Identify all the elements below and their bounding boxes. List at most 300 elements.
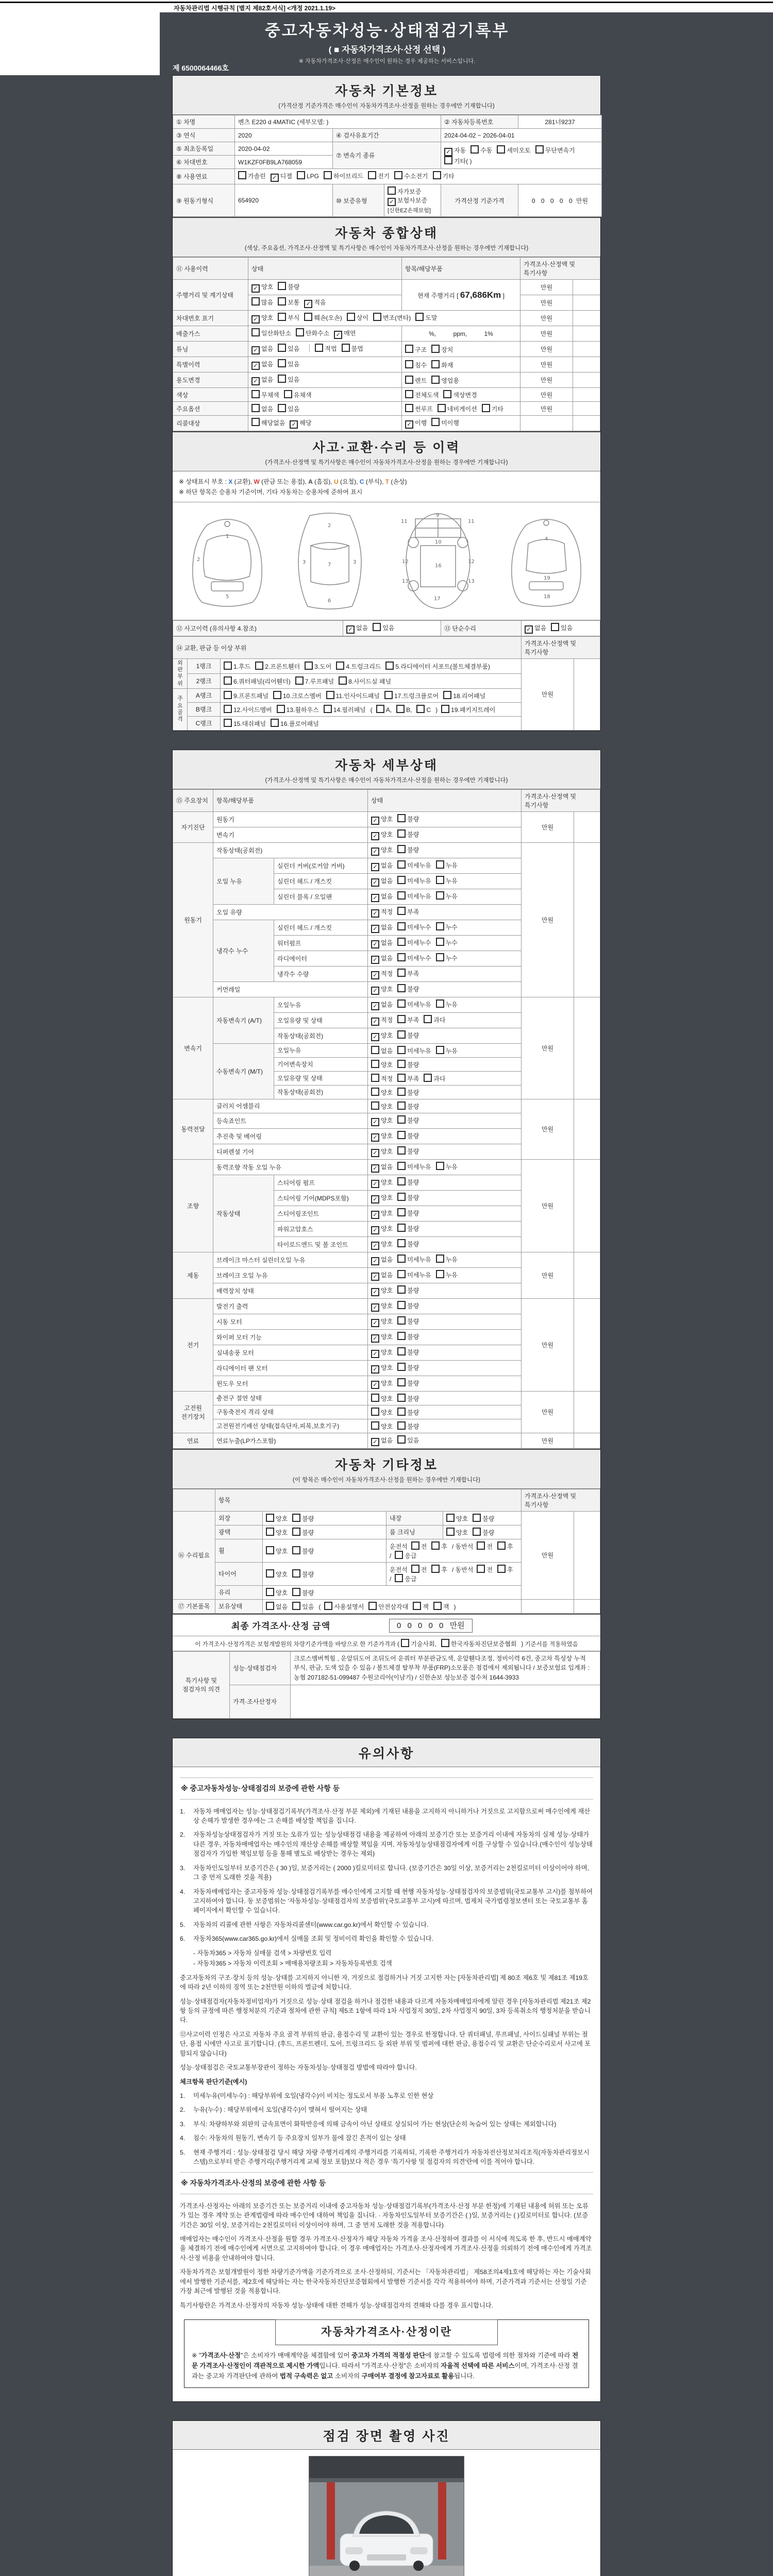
checkbox-item (339, 676, 391, 686)
checkbox-item (441, 1639, 517, 1648)
checkbox[interactable] (473, 1514, 481, 1522)
detail-row: 연료 연료누출(LP가스포함) ✓ 없음 있음 만원 (173, 1433, 600, 1448)
checkbox[interactable] (441, 1639, 449, 1647)
checkbox[interactable]: ✓ (371, 956, 379, 964)
checkbox[interactable] (397, 969, 406, 977)
checkbox[interactable]: ✓ (251, 315, 260, 324)
checkbox[interactable] (397, 1030, 406, 1039)
checkbox[interactable]: ✓ (371, 940, 379, 948)
checkbox[interactable] (436, 876, 444, 884)
checkbox[interactable] (273, 691, 281, 699)
checkbox[interactable]: ✓ (405, 420, 413, 429)
checkbox[interactable] (388, 187, 396, 195)
checkbox[interactable] (436, 860, 444, 869)
checkbox-item (371, 1046, 393, 1055)
checkbox[interactable] (305, 662, 313, 670)
checkbox[interactable]: ✓ (251, 377, 260, 385)
basic-info-title: 자동차 기본정보 (335, 84, 438, 98)
checkbox[interactable] (224, 662, 232, 670)
checkbox[interactable] (405, 376, 413, 384)
checkbox[interactable]: ✓ (525, 625, 533, 634)
checkbox[interactable] (397, 999, 406, 1008)
checkbox[interactable] (405, 390, 413, 398)
checkbox[interactable] (397, 984, 406, 992)
checkbox[interactable] (284, 390, 292, 398)
checkbox-item (371, 1074, 393, 1083)
checkbox[interactable] (535, 145, 544, 154)
checkbox[interactable] (397, 1285, 406, 1294)
detail-row: 윈도우 모터 ✓ 양호 불량 (173, 1376, 600, 1391)
checkbox[interactable]: ✓ (371, 1149, 379, 1157)
checkbox[interactable] (385, 662, 394, 670)
checkbox[interactable] (397, 876, 406, 884)
checkbox[interactable]: ✓ (371, 1195, 379, 1204)
checkbox[interactable] (424, 1074, 432, 1082)
checkbox-item (371, 1317, 393, 1327)
checkbox[interactable] (446, 1514, 455, 1522)
checkbox[interactable]: ✓ (371, 832, 379, 840)
checkbox[interactable] (397, 1088, 406, 1096)
checkbox[interactable] (397, 1378, 406, 1386)
checkbox[interactable] (397, 1046, 406, 1054)
checkbox-item (411, 1565, 427, 1574)
status-code-legend: ※ 상태표시 부호 : X (교환), W (판금 또는 용접), A (흠집), U (요철), C (부식), T (손상) (179, 478, 407, 485)
checkbox[interactable] (444, 156, 452, 164)
car-diagram-underbody (386, 510, 490, 613)
checkbox[interactable] (368, 171, 376, 179)
checkbox[interactable] (339, 676, 347, 685)
checkbox[interactable] (324, 1602, 332, 1610)
checkbox[interactable] (441, 705, 449, 713)
checkbox[interactable] (251, 297, 260, 306)
checkbox[interactable] (224, 691, 232, 699)
checkbox[interactable]: ✓ (251, 362, 260, 370)
checkbox-item (342, 344, 363, 353)
checkbox[interactable] (497, 145, 505, 154)
checkbox[interactable] (431, 1541, 440, 1550)
checkbox[interactable] (436, 922, 444, 930)
checkbox-item (373, 623, 394, 632)
checkbox[interactable] (397, 938, 406, 946)
checkbox[interactable] (397, 1408, 406, 1416)
checkbox[interactable] (251, 404, 260, 412)
checkbox[interactable] (251, 418, 260, 426)
checkbox[interactable] (371, 1408, 379, 1416)
checkbox[interactable] (224, 705, 232, 713)
checkbox[interactable] (255, 662, 263, 670)
checkbox-label: 전 (486, 1566, 493, 1573)
checkbox-label: 양호 (276, 1529, 288, 1536)
checkbox-label: 양호 (381, 1379, 393, 1387)
checkbox-item (371, 1408, 393, 1417)
checkbox[interactable] (397, 1421, 406, 1430)
checkbox[interactable] (292, 1569, 300, 1578)
checkbox[interactable]: ✓ (371, 1257, 379, 1265)
checkbox[interactable]: ✓ (371, 1438, 379, 1446)
detail-row: 배력장치 상태 ✓ 양호 불량 (173, 1283, 600, 1298)
checkbox[interactable] (397, 1332, 406, 1340)
checkbox[interactable] (266, 1528, 274, 1536)
checkbox[interactable]: ✓ (251, 284, 260, 293)
checkbox-label: 양호 (381, 1317, 393, 1325)
checkbox[interactable] (371, 1421, 379, 1430)
checkbox[interactable]: ✓ (371, 1334, 379, 1343)
detail-row: 디퍼렌셜 기어 ✓ 양호 불량 (173, 1144, 600, 1159)
checkbox[interactable]: ✓ (371, 1303, 379, 1312)
checkbox-item (346, 623, 368, 634)
checkbox[interactable] (405, 360, 413, 368)
checkbox[interactable] (371, 1101, 379, 1110)
checkbox[interactable] (433, 1602, 442, 1610)
checkbox[interactable] (397, 1177, 406, 1185)
checkbox[interactable] (431, 376, 440, 384)
checkbox[interactable]: ✓ (371, 1381, 379, 1389)
checkbox[interactable] (266, 1514, 274, 1522)
checkbox[interactable] (431, 360, 440, 368)
checkbox[interactable] (411, 1565, 419, 1573)
checkbox-label: 불량 (407, 1364, 419, 1371)
checkbox[interactable] (397, 829, 406, 838)
overall-status-subtitle: (색상, 주요옵션, 가격조사·산정액 및 특기사항은 매수인이 자동차가격조사·산정을 원하는 경우에만 기재합니다) (244, 245, 529, 251)
checkbox-item (470, 145, 492, 155)
checkbox-item (397, 1131, 419, 1140)
checkbox[interactable] (251, 390, 260, 398)
checkbox[interactable] (397, 1301, 406, 1309)
checkbox[interactable] (436, 891, 444, 900)
checkbox[interactable] (431, 418, 440, 426)
checkbox[interactable] (292, 1514, 300, 1522)
checkbox[interactable]: ✓ (251, 346, 260, 354)
checkbox[interactable]: ✓ (371, 971, 379, 979)
checkbox[interactable] (371, 1046, 379, 1054)
checkbox[interactable] (278, 282, 286, 290)
checkbox[interactable] (436, 938, 444, 946)
checkbox[interactable]: ✓ (371, 1242, 379, 1250)
checkbox[interactable] (224, 676, 232, 685)
checkbox[interactable] (324, 171, 332, 179)
checkbox[interactable] (433, 171, 441, 179)
checkbox[interactable]: ✓ (371, 925, 379, 933)
checkbox-item (324, 1602, 364, 1611)
checkbox[interactable] (397, 1239, 406, 1247)
checkbox[interactable] (347, 313, 355, 321)
checkbox[interactable] (397, 1131, 406, 1139)
checkbox-item (431, 376, 459, 385)
checkbox[interactable]: ✓ (371, 1226, 379, 1234)
checkbox[interactable] (368, 1602, 377, 1610)
checkbox[interactable] (395, 1574, 403, 1582)
checkbox[interactable] (266, 1569, 274, 1578)
checkbox[interactable]: ✓ (271, 174, 279, 182)
checkbox[interactable] (397, 1060, 406, 1068)
checkbox-item (443, 691, 485, 700)
checkbox[interactable] (482, 404, 490, 412)
checkbox[interactable] (397, 1074, 406, 1082)
checkbox[interactable] (342, 344, 350, 352)
checkbox[interactable] (371, 1060, 379, 1068)
checkbox-item (371, 938, 393, 948)
checkbox-item (388, 187, 421, 196)
checkbox[interactable] (397, 891, 406, 900)
checkbox[interactable] (371, 1088, 379, 1096)
overall-status-header (173, 217, 600, 257)
checkbox[interactable] (397, 922, 406, 930)
checkbox[interactable] (397, 1316, 406, 1325)
checkbox-item (278, 404, 299, 413)
checkbox[interactable] (397, 1347, 406, 1355)
checkbox[interactable] (397, 1115, 406, 1124)
checkbox[interactable] (395, 1551, 403, 1559)
checkbox-item (397, 1301, 419, 1310)
checkbox[interactable] (292, 1546, 300, 1554)
accident-title: 사고·교환·수리 등 이력 (312, 440, 461, 455)
checkbox[interactable] (278, 404, 286, 412)
checkbox[interactable] (396, 705, 405, 713)
checkbox-label: 불량 (407, 1348, 419, 1356)
checkbox[interactable] (397, 1270, 406, 1278)
checkbox[interactable]: ✓ (371, 987, 379, 995)
detail-status-subtitle: (가격조사·산정액 및 특기사항은 매수인이 자동차가격조사·산정을 원하는 경우에만 기재합니다) (265, 777, 508, 784)
checkbox[interactable] (324, 705, 332, 713)
checkbox-item (436, 876, 458, 885)
checkbox-item (385, 662, 490, 671)
checkbox-label: 전 (421, 1543, 427, 1550)
checkbox[interactable]: ✓ (371, 817, 379, 825)
checkbox[interactable] (384, 691, 393, 699)
checkbox[interactable] (278, 344, 286, 352)
checkbox[interactable]: ✓ (371, 1319, 379, 1327)
notice-items (180, 1807, 593, 1969)
table-row: 리콜대상 해당없음 ✓ 해당 ✓ 이행 미이행 (173, 416, 600, 431)
checkbox[interactable] (405, 345, 413, 353)
checkbox[interactable]: ✓ (371, 1033, 379, 1041)
checkbox[interactable] (497, 1541, 506, 1550)
checkbox[interactable] (436, 953, 444, 961)
checkbox[interactable] (297, 171, 305, 179)
checkbox[interactable] (397, 860, 406, 869)
checkbox-item (431, 1541, 447, 1551)
checkbox-item (251, 375, 273, 385)
checkbox[interactable] (292, 1602, 300, 1610)
checkbox-item (497, 1541, 513, 1551)
checkbox[interactable] (397, 1363, 406, 1371)
checkbox-label: 없음 (261, 361, 274, 368)
checkbox-label: 과다 (433, 1075, 446, 1082)
checkbox[interactable]: ✓ (371, 894, 379, 902)
checkbox[interactable] (397, 953, 406, 961)
checkbox-item (251, 404, 273, 413)
table-row: 휠 양호 불량 운전석 전 후 / 동반석 전 후/ 응급 (173, 1539, 600, 1562)
svg-text:18: 18 (543, 594, 550, 600)
notice-item: 6. 자동차365(www.car365.go.kr)에서 실매물 조회 및 정비이력 확인을 확인할 수 있습니다. (180, 1935, 434, 1943)
checkbox[interactable] (397, 1435, 406, 1444)
checkbox[interactable] (397, 1255, 406, 1263)
etc-info-table-mount (173, 1489, 600, 1614)
checkbox[interactable] (266, 1602, 274, 1610)
checkbox[interactable] (315, 344, 323, 352)
checkbox[interactable] (477, 1541, 485, 1550)
checkbox[interactable] (296, 328, 304, 336)
checkbox[interactable] (397, 1394, 406, 1402)
checkbox[interactable] (438, 404, 446, 412)
checkbox-item (296, 328, 329, 337)
checkbox[interactable]: ✓ (346, 625, 355, 634)
checkbox[interactable] (397, 1146, 406, 1155)
checkbox[interactable]: ✓ (371, 1133, 379, 1142)
checkbox[interactable] (405, 404, 413, 412)
checkbox-label: 양호 (456, 1529, 468, 1536)
checkbox[interactable] (266, 1546, 274, 1554)
checkbox-label: 무채색 (261, 392, 279, 399)
checkbox[interactable]: ✓ (290, 420, 298, 429)
checkbox[interactable] (446, 1528, 455, 1536)
checkbox-label: 전 (486, 1543, 493, 1550)
checkbox[interactable] (397, 814, 406, 822)
checkbox[interactable]: ✓ (371, 909, 379, 918)
checkbox[interactable] (238, 171, 246, 179)
first-reg-value: 2020-04-02 (235, 142, 333, 156)
checkbox[interactable] (397, 845, 406, 853)
accident-rank-table (173, 636, 600, 731)
checkbox[interactable]: ✓ (371, 1018, 379, 1026)
checkbox[interactable]: ✓ (371, 1273, 379, 1281)
checkbox-item (394, 171, 428, 180)
checkbox[interactable]: ✓ (371, 1350, 379, 1358)
checkbox[interactable]: ✓ (388, 198, 396, 206)
checkbox[interactable] (431, 345, 440, 353)
checkbox[interactable] (295, 676, 304, 685)
checkbox[interactable] (376, 705, 384, 713)
checkbox[interactable] (397, 1208, 406, 1216)
checkbox[interactable] (397, 1015, 406, 1023)
checkbox[interactable]: ✓ (371, 878, 379, 887)
page-4 (172, 2420, 601, 2576)
checkbox[interactable] (277, 705, 285, 713)
checkbox[interactable]: ✓ (371, 863, 379, 871)
checkbox[interactable] (397, 1162, 406, 1170)
checkbox[interactable] (373, 623, 381, 631)
checkbox[interactable] (292, 1528, 300, 1536)
checkbox[interactable] (413, 1602, 421, 1610)
checkbox[interactable] (436, 1255, 444, 1263)
checkbox[interactable] (497, 1565, 506, 1573)
checkbox[interactable] (436, 1162, 444, 1170)
checkbox[interactable]: ✓ (371, 1365, 379, 1374)
checkbox[interactable] (424, 1015, 432, 1023)
checkbox-item (277, 705, 319, 714)
svg-text:7: 7 (327, 562, 331, 568)
checkbox[interactable] (477, 1565, 485, 1573)
checkbox[interactable]: ✓ (371, 1002, 379, 1010)
svg-text:13: 13 (401, 579, 409, 584)
checkbox[interactable] (278, 297, 286, 306)
checkbox[interactable] (278, 375, 286, 383)
car-name-label: ① 차명 (173, 115, 235, 129)
checkbox[interactable] (394, 171, 402, 179)
checkbox-item (224, 719, 266, 728)
checkbox[interactable]: ✓ (371, 848, 379, 856)
checkbox[interactable]: ✓ (371, 1288, 379, 1296)
checkbox[interactable] (251, 328, 260, 336)
checkbox[interactable] (416, 705, 425, 713)
checkbox[interactable] (278, 359, 286, 367)
checkbox[interactable] (326, 691, 334, 699)
checkbox-item (251, 328, 291, 337)
checkbox-item (371, 815, 393, 825)
checkbox[interactable]: ✓ (334, 331, 342, 339)
checkbox[interactable] (397, 907, 406, 915)
car-name-value: 벤츠 E220 d 4MATIC (세부모델: ) (235, 115, 441, 129)
checkbox[interactable]: ✓ (371, 1180, 379, 1188)
inspection-period-label: ④ 검사유효기간 (333, 129, 441, 142)
checkbox-label: 양호 (381, 1333, 393, 1341)
checkbox-label: 양호 (381, 1194, 393, 1201)
checkbox[interactable] (371, 1074, 379, 1082)
accident-subtitle: (가격조사·산정액 및 특기사항은 매수인이 자동차가격조사·산정을 원하는 경우에만 기재합니다) (265, 460, 508, 466)
checkbox[interactable]: ✓ (444, 148, 452, 156)
checkbox-item (371, 1116, 393, 1126)
checkbox[interactable] (278, 313, 286, 321)
checkbox[interactable] (415, 313, 424, 321)
checkbox[interactable]: ✓ (371, 1118, 379, 1126)
checkbox[interactable] (397, 1101, 406, 1110)
checkbox-item (388, 196, 427, 206)
checkbox[interactable] (397, 1224, 406, 1232)
checkbox[interactable] (224, 719, 232, 727)
checkbox[interactable] (401, 1639, 409, 1647)
checkbox[interactable] (336, 662, 344, 670)
checkbox-label: 6.쿼터패널(리어휀더) (233, 677, 291, 685)
checkbox[interactable] (443, 390, 451, 398)
checkbox[interactable] (473, 1528, 481, 1536)
checkbox[interactable] (371, 1394, 379, 1402)
checkbox-item (436, 999, 458, 1009)
detail-row: 실내송풍 모터 ✓ 양호 불량 (173, 1345, 600, 1360)
checkbox[interactable] (436, 999, 444, 1008)
checkbox-label: 15.대쉬패널 (233, 720, 266, 727)
checkbox-item (397, 1115, 419, 1125)
checkbox[interactable] (292, 1588, 300, 1596)
checkbox-label: 미세누유 (407, 877, 431, 885)
checkbox[interactable] (271, 719, 279, 727)
checkbox-item (436, 1270, 458, 1279)
checkbox-label: 미세누유 (407, 1256, 431, 1263)
checkbox-label: 없음 (381, 1436, 393, 1444)
checkbox-item (397, 1347, 419, 1357)
checkbox[interactable]: ✓ (371, 1164, 379, 1173)
checkbox[interactable] (266, 1588, 274, 1596)
checkbox[interactable] (304, 313, 312, 321)
checkbox[interactable]: ✓ (371, 1211, 379, 1219)
checkbox[interactable] (436, 1270, 444, 1278)
checkbox-item (431, 360, 453, 369)
checkbox[interactable] (431, 1565, 440, 1573)
checkbox[interactable] (470, 145, 479, 154)
table-row (173, 142, 602, 156)
checkbox-item (371, 1178, 393, 1188)
checkbox[interactable] (397, 1193, 406, 1201)
checkbox[interactable] (411, 1541, 419, 1550)
price-notice-paragraph: 가격조사·산정자는 아래의 보증기간 또는 보증거리 이내에 중고자동차 성능·상태점검기록부(가격조사·산정 부분 한정)에 기재된 내용에 허위 또는 오류가 있는 경우 계약 또는 관계법령에 따라 매수인에 대하여 책임을 집니다. · 자동차인도일부터 보증기간은 ( )일, 보증거리는 ( )킬로미터로 합니다. (보증기간은 30일 이상, 보증거리는 2천킬로미터 이상이어야 하며, 그 중 먼저 도래한 것을 적용합니다) (180, 2202, 589, 2229)
checkbox-label: 양호 (261, 314, 274, 321)
checkbox-label: 없음 (381, 939, 393, 946)
checkbox[interactable]: ✓ (304, 300, 312, 308)
svg-text:13: 13 (467, 579, 475, 584)
checkbox[interactable] (551, 623, 559, 631)
checkbox[interactable] (373, 313, 381, 321)
checkbox[interactable] (443, 691, 451, 699)
checkbox[interactable] (436, 1046, 444, 1054)
